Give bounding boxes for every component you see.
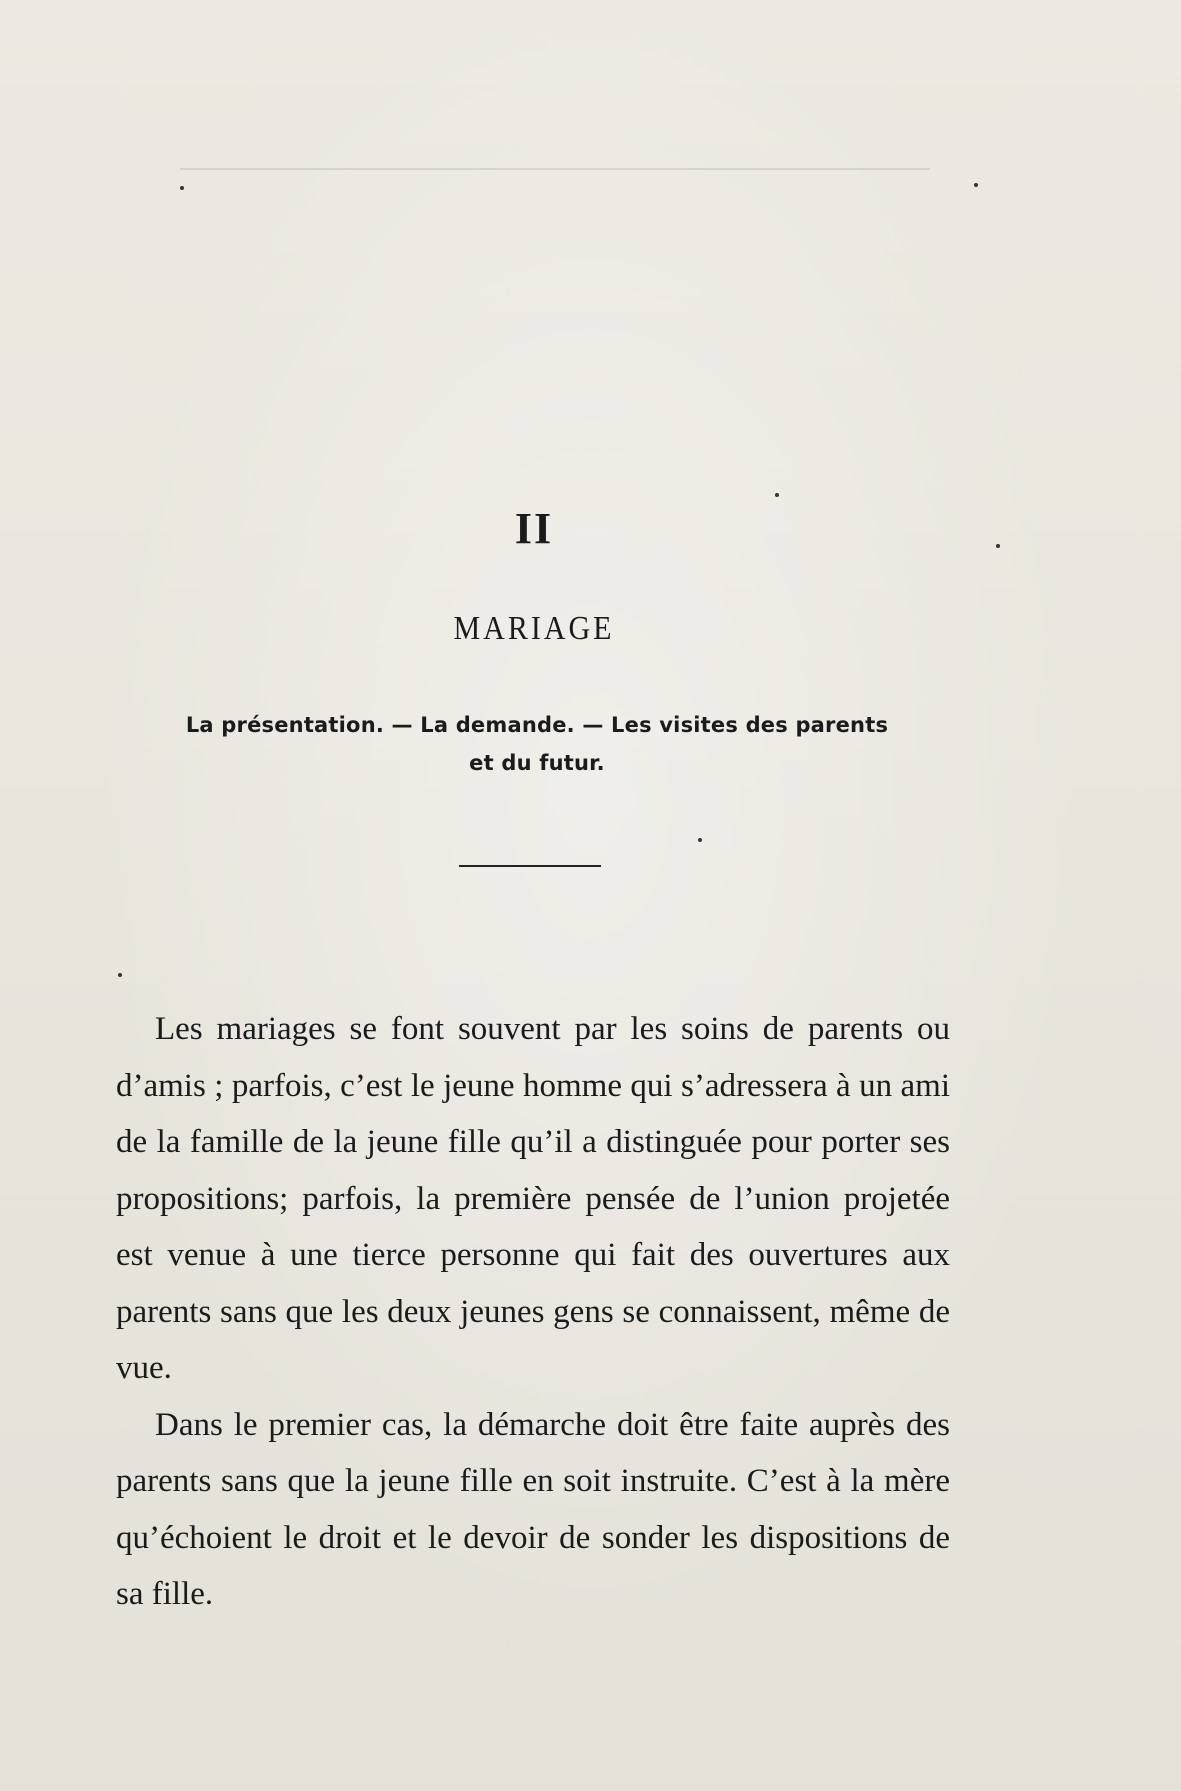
chapter-summary-line-2: et du futur. [469,751,605,775]
print-speck [974,183,978,187]
chapter-title: MARIAGE [453,609,615,647]
chapter-number: II [514,504,554,553]
print-speck [775,493,779,497]
chapter-summary-line-1: La présentation. — La demande. — Les visites des parents [185,713,889,737]
print-speck [118,973,122,977]
print-speck [180,186,184,190]
section-separator [459,865,601,867]
chapter-summary [118,706,956,782]
bleed-through-rule [180,168,930,170]
body-text [116,1001,950,1623]
paragraph-1: Les mariages se font souvent par les soins de parents ou d’amis ; parfois, c’est le jeune homme qui s’adressera à un ami de la famille de la jeune fille qu’il a distinguée pour porter ses propositions; parfois, la première pensée de l’union projetée est venue à une tierce personne qui fait des ouvertures aux parents sans que les deux jeunes gens se connaissent, même de vue. [116,1011,950,1386]
print-speck [698,838,702,842]
print-speck [996,544,1000,548]
paragraph-2: Dans le premier cas, la démarche doit être faite auprès des parents sans que la jeune fille en soit instruite. C’est à la mère qu’échoient le droit et le devoir de sonder les dispositions de sa fille. [116,1406,950,1612]
